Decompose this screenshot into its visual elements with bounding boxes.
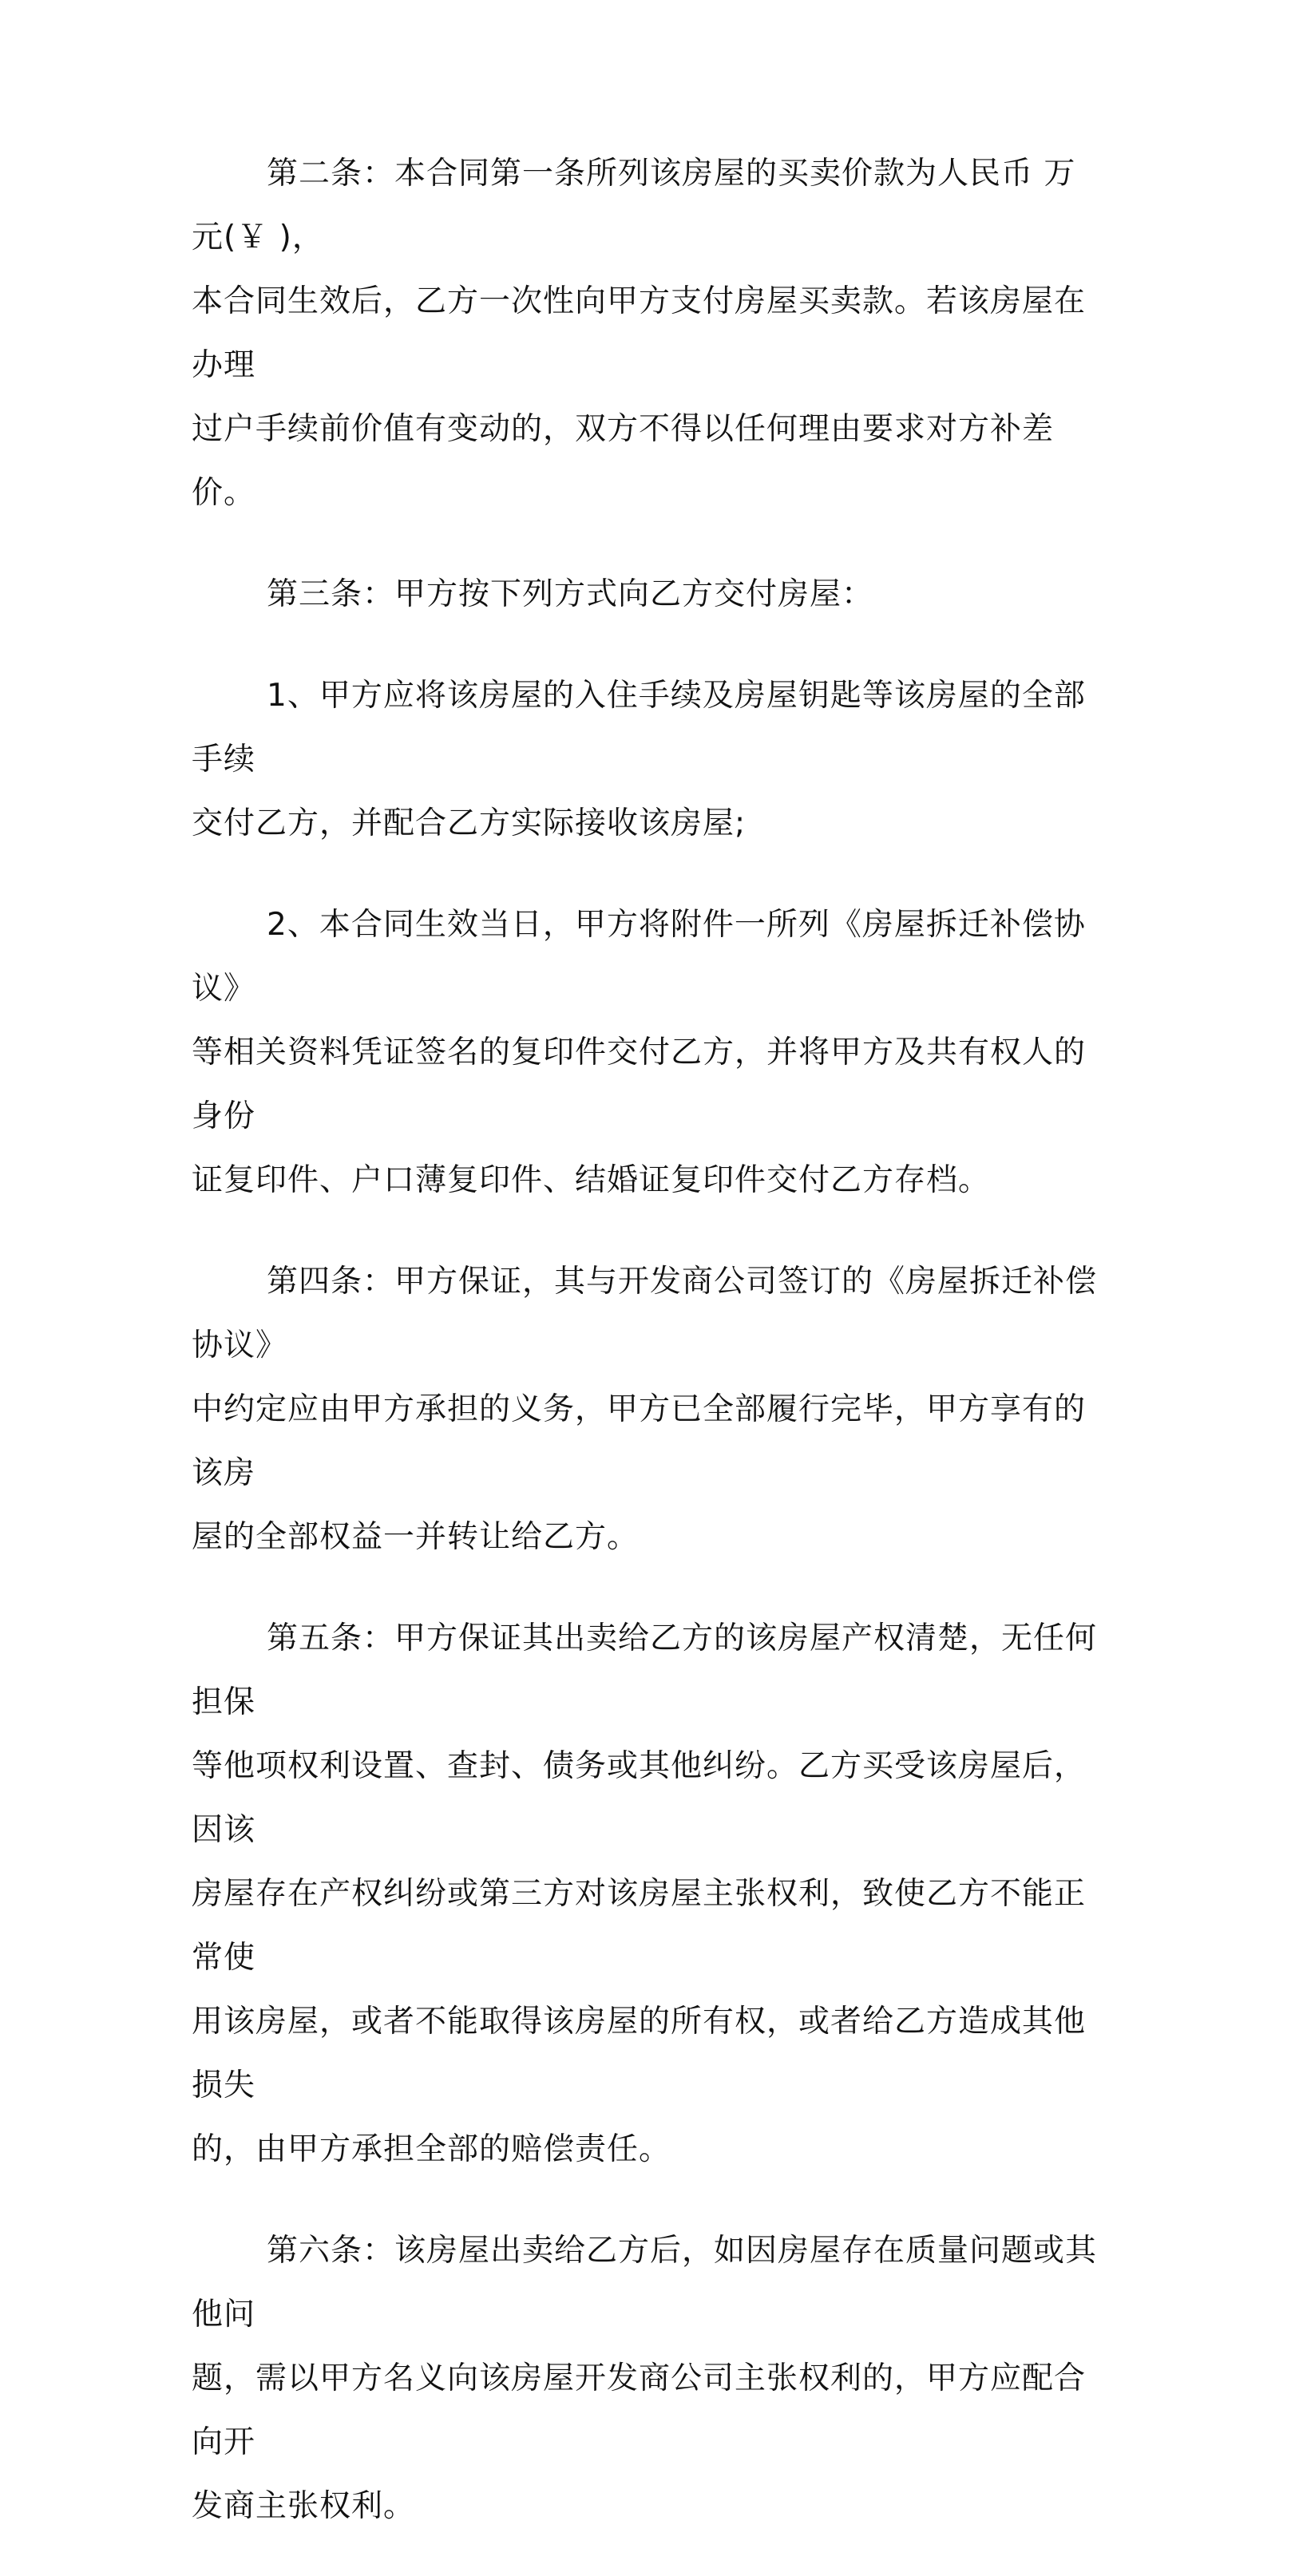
paragraph-article-6: 第六条：该房屋出卖给乙方后，如因房屋存在质量问题或其他问 题，需以甲方名义向该房屋开发商公司主张权利的，甲方应配合向开 发商主张权利。 bbox=[192, 2233, 1098, 2524]
paragraph-article-3-item-1: 1、甲方应将该房屋的入住手续及房屋钥匙等该房屋的全部手续 交付乙方，并配合乙方实际接收该房屋; bbox=[192, 678, 1086, 841]
paragraph-article-4: 第四条：甲方保证，其与开发商公司签订的《房屋拆迁补偿协议》 中约定应由甲方承担的义务，甲方已全部履行完毕，甲方享有的该房 屋的全部权益一并转让给乙方。 bbox=[192, 1264, 1098, 1555]
paragraph-article-3-item-2: 2、本合同生效当日，甲方将附件一所列《房屋拆迁补偿协议》 等相关资料凭证签名的复印件交付乙方，并将甲方及共有权人的身份 证复印件、户口薄复印件、结婚证复印件交付乙方存档。 bbox=[192, 907, 1087, 1198]
paragraph-article-5: 第五条：甲方保证其出卖给乙方的该房屋产权清楚，无任何担保 等他项权利设置、查封、债务或其他纠纷。乙方买受该房屋后，因该 房屋存在产权纠纷或第三方对该房屋主张权利，致使乙方不能正常使 用该房屋，或者不能取得该房屋的所有权，或者给乙方造成其他损失 的，由甲方承担全部的赔偿责任。 bbox=[192, 1620, 1098, 2167]
document-body bbox=[192, 142, 1102, 2576]
paragraph-article-3: 第三条：甲方按下列方式向乙方交付房屋： bbox=[267, 576, 874, 612]
paragraph-article-2: 第二条：本合同第一条所列该房屋的买卖价款为人民币 万元(￥ )， 本合同生效后，乙方一次性向甲方支付房屋买卖款。若该房屋在办理 过户手续前价值有变动的，双方不得以任何理由要求对方补差价。 bbox=[192, 156, 1087, 511]
